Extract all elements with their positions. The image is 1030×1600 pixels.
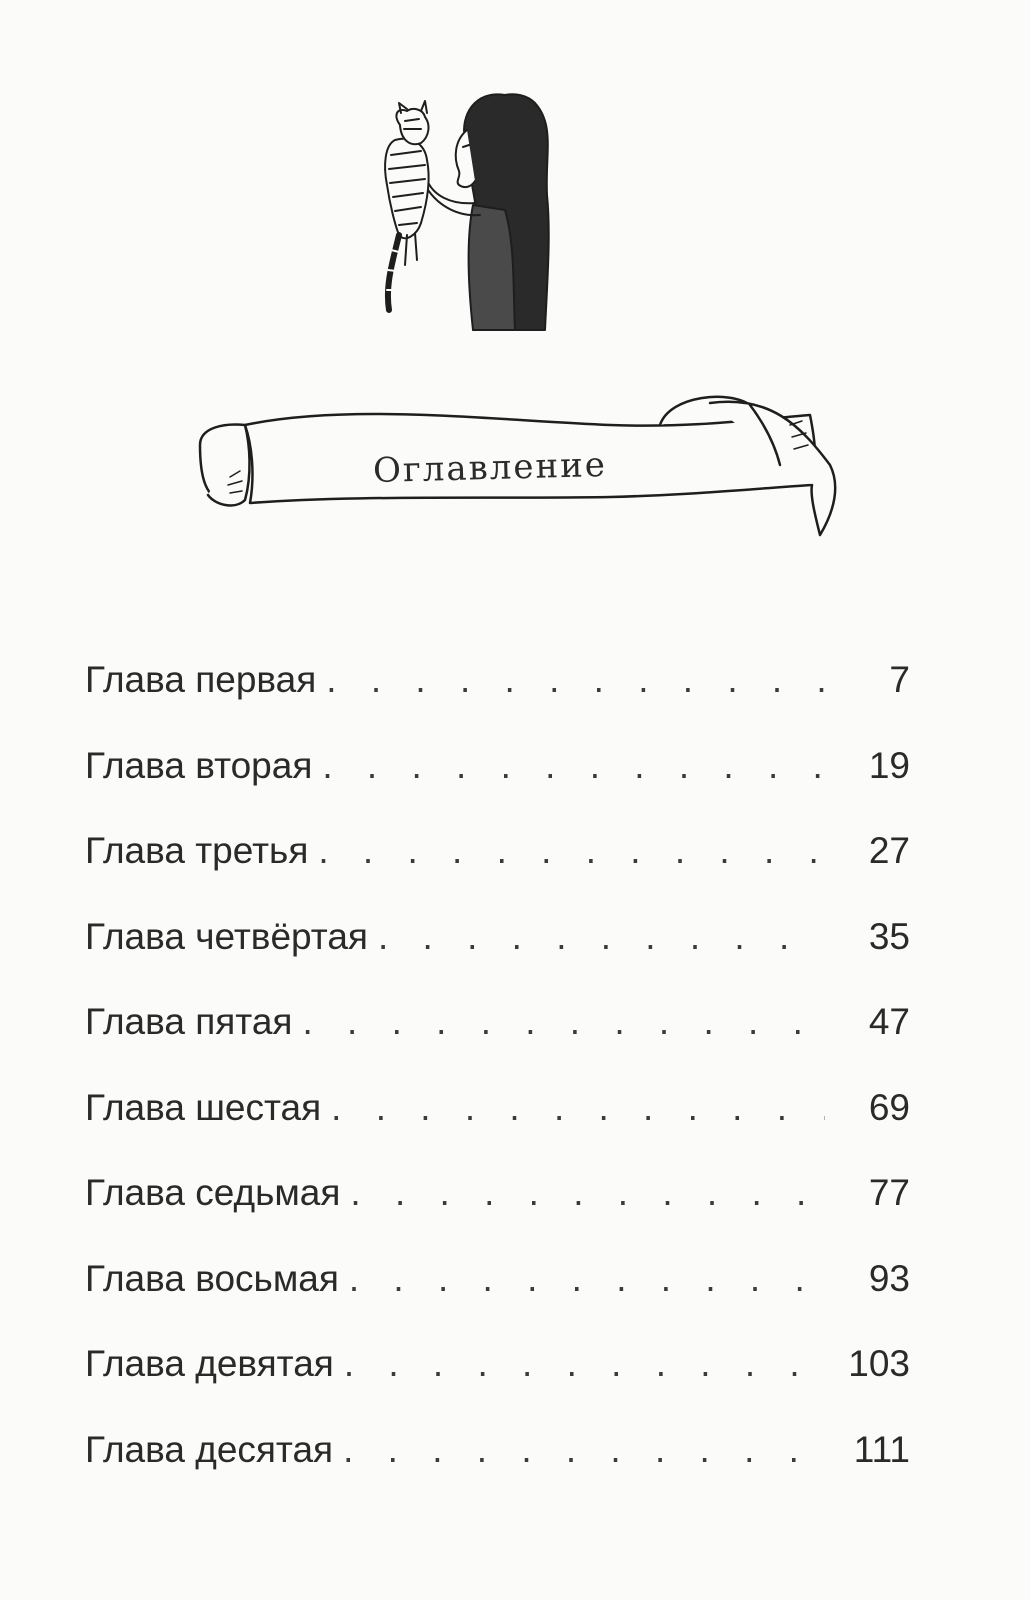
chapter-title: Глава десятая — [85, 1428, 334, 1470]
page-number: 19 — [868, 744, 910, 786]
page-number: 47 — [868, 1001, 910, 1042]
dot-leader — [350, 1158, 825, 1228]
dot-leader — [322, 731, 825, 801]
chapter-title: Глава седьмая — [85, 1172, 341, 1213]
toc-row[interactable] — [85, 1415, 910, 1501]
chapter-title: Глава вторая — [85, 744, 313, 786]
girl-hugging-kitten-illustration — [355, 85, 575, 340]
dot-leader — [378, 902, 825, 972]
toc-row[interactable] — [85, 1329, 910, 1415]
table-of-contents — [85, 645, 910, 1500]
page-number: 7 — [889, 659, 910, 700]
page-number: 77 — [868, 1172, 910, 1213]
chapter-title: Глава четвёртая — [85, 915, 368, 957]
page-number: 27 — [868, 830, 910, 871]
page-number: 69 — [868, 1086, 910, 1128]
page-number: 111 — [853, 1428, 910, 1470]
page-number: 35 — [868, 915, 910, 957]
dot-leader — [326, 645, 825, 715]
chapter-title: Глава шестая — [85, 1086, 322, 1128]
dot-leader — [318, 816, 825, 886]
page-title: Оглавление — [372, 444, 608, 492]
toc-row[interactable] — [85, 987, 910, 1073]
dot-leader — [344, 1329, 825, 1399]
dot-leader — [343, 1415, 825, 1485]
toc-row[interactable] — [85, 645, 910, 731]
toc-row[interactable] — [85, 902, 910, 988]
toc-row[interactable] — [85, 816, 910, 902]
toc-row[interactable] — [85, 1244, 910, 1330]
dot-leader — [349, 1244, 825, 1314]
chapter-title: Глава третья — [85, 830, 309, 871]
toc-row[interactable] — [85, 731, 910, 817]
chapter-title: Глава первая — [85, 659, 317, 700]
chapter-title: Глава девятая — [85, 1343, 334, 1384]
toc-row[interactable] — [85, 1073, 910, 1159]
dot-leader — [331, 1073, 825, 1143]
page-number: 93 — [868, 1257, 910, 1299]
dot-leader — [302, 987, 825, 1057]
chapter-title: Глава восьмая — [85, 1257, 339, 1299]
chapter-title: Глава пятая — [85, 1001, 293, 1042]
toc-row[interactable] — [85, 1158, 910, 1244]
page-number: 103 — [848, 1343, 910, 1384]
